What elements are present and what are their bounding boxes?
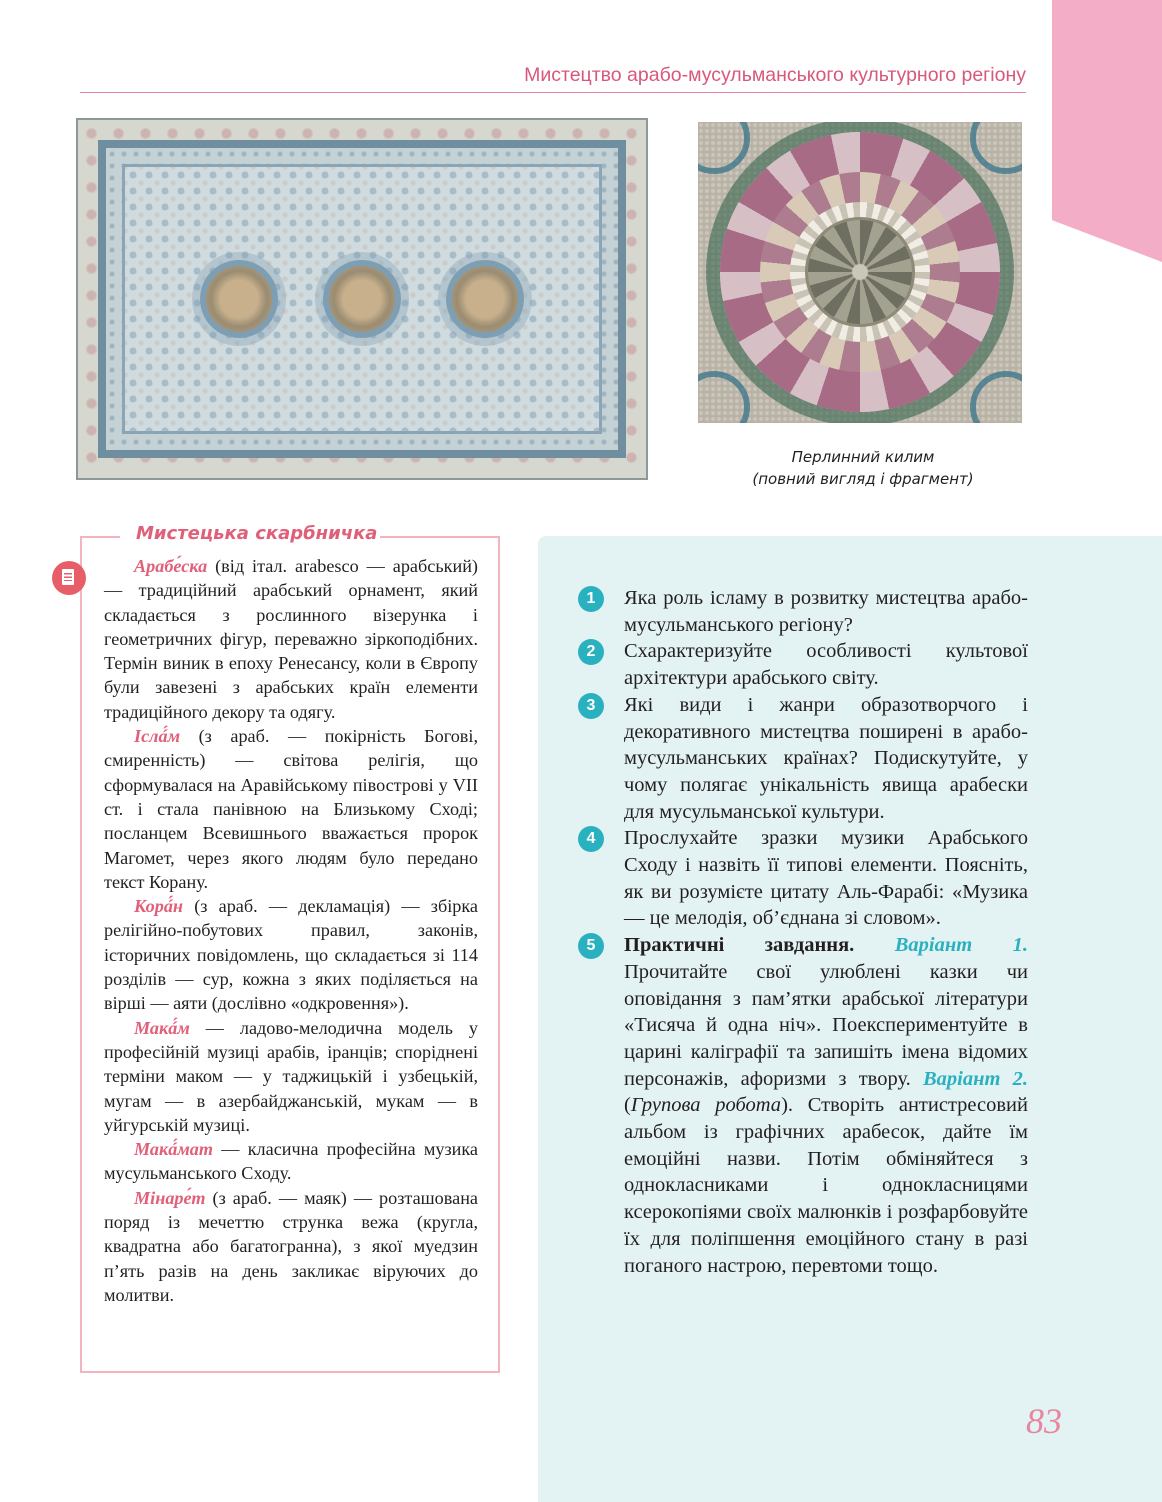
question-number-badge: 2 xyxy=(578,639,604,665)
glossary-definition: (від італ. arabesco — арабський) — традиційний арабський орнамент, який складається з рослинного візерунка і геометричних фігур, переважно зіркоподібних. Термін виник в епоху Ренесансу, коли в Європу були завезені з арабських країн елементи традиційного декору та одягу. xyxy=(104,556,478,722)
variant-1-text: Прочитайте свої улюблені казки чи оповідання з пам’ятки арабської літератури «Тисяча й одна ніч». Поекспериментуйте в царині каліграфії та запишіть імена відомих персонажів, афоризми з твору. xyxy=(624,960,1028,1090)
glossary-term: Мінаре́т xyxy=(134,1187,206,1208)
glossary xyxy=(104,554,478,1307)
caption-line-1: Перлинний килим xyxy=(791,448,935,466)
question-item xyxy=(578,638,1028,691)
fragment-ornament xyxy=(970,122,1022,174)
running-header: Мистецтво арабо-мусульманського культурного регіону xyxy=(524,64,1026,86)
glossary-definition: (з араб. — декламація) — збірка релігійно-побутових правил, законів, історичних повідомлень, що складається зі 114 розділів — сур, кожна з яких поділяється на вірші — аяти (дослівно «одкровення»). xyxy=(104,896,478,1014)
treasury-title: Мистецька скарбничка xyxy=(136,523,378,544)
glossary-definition: — класична професійна музика мусульманського Сходу. xyxy=(104,1139,478,1184)
glossary-entry xyxy=(104,1016,478,1137)
question-text: Яка роль ісламу в розвитку мистецтва арабо-мусульманського регіону? xyxy=(624,587,1028,636)
header-rule xyxy=(80,92,1026,93)
group-work-label: Групова робота xyxy=(630,1094,782,1117)
carpet-border xyxy=(98,140,626,458)
page-number: 83 xyxy=(1026,1401,1062,1441)
question-item xyxy=(578,825,1028,932)
question-item xyxy=(578,692,1028,826)
glossary-term: Арабе́ска xyxy=(134,556,208,576)
glossary-definition: (з араб. — покірність Богові, смиренність) — світова релігія, що сформувалася на Аравійському півострові у VII ст. і стала панівною на Близькому Сході; посланцем Всевишнього вважається пророк Магомет, через якого людям було передано текст Корану. xyxy=(104,726,478,892)
treasury-top-rule xyxy=(380,536,500,538)
fragment-center-stone xyxy=(805,217,915,327)
question-number-badge: 5 xyxy=(578,933,604,959)
glossary-entry xyxy=(104,894,478,1015)
glossary-entry xyxy=(104,1137,478,1186)
question-text: Схарактеризуйте особливості культової архітектури арабського світу. xyxy=(624,640,1028,690)
fragment-ornament xyxy=(970,371,1022,423)
glossary-definition: — ладово-мелодична модель у професійній музиці арабів, іранців; споріднені терміни маком — у таджицькій і узбецькій, мугам — в азербайджанській, мукам — в уйгурській музиці. xyxy=(104,1017,478,1135)
question-list xyxy=(578,585,1028,1279)
variant-2-paren: ( xyxy=(624,1094,631,1117)
variant-2-label: Варіант 2. xyxy=(922,1067,1028,1090)
corner-tab xyxy=(1052,0,1162,262)
treasury-top-rule xyxy=(80,536,120,538)
question-number-badge: 1 xyxy=(578,586,604,612)
carpet-fragment-image xyxy=(698,122,1022,423)
glossary-term: Макá́мат xyxy=(134,1139,214,1160)
fragment-ornament xyxy=(698,122,750,174)
fragment-ornament xyxy=(698,371,750,423)
carpet-full-view-image xyxy=(76,118,648,480)
glossary-definition: (з араб. — маяк) — розташована поряд із мечеттю струнка вежа (кругла, квадратна або багатогранна), з якої муедзин п’ять разів на день закликає віруючих до молитви. xyxy=(104,1187,478,1305)
question-item-practical xyxy=(578,932,1028,1279)
question-text: Які види і жанри образотворчого і декоративного мистецтва поширені в арабо-мусульманських країнах? Подискутуйте, у чому полягає унікальність явища арабески для мусульманської культури. xyxy=(624,693,1028,823)
carpet-medallion xyxy=(446,260,524,338)
question-text: Прослухайте зразки музики Арабського Сходу і назвіть її типові елементи. Поясніть, як ви розумієте цитату Аль-Фарабі: «Музика — це мелодія, об’єднана зі словом». xyxy=(624,827,1028,930)
variant-1-label: Варіант 1. xyxy=(894,934,1029,957)
caption-line-2: (повний вигляд і фрагмент) xyxy=(752,470,974,488)
glossary-entry xyxy=(104,724,478,894)
question-number-badge: 3 xyxy=(578,693,604,719)
question-number-badge: 4 xyxy=(578,826,604,852)
glossary-entry xyxy=(104,1186,478,1307)
glossary-term: Макá́м xyxy=(134,1017,190,1038)
carpet-medallion xyxy=(323,260,401,338)
book-icon xyxy=(52,561,86,595)
carpet-field xyxy=(122,164,602,434)
practical-tasks-heading: Практичні завдання. xyxy=(624,934,855,957)
carpet-medallion xyxy=(200,260,278,338)
glossary-entry xyxy=(104,554,478,724)
glossary-term: Іслá́м xyxy=(134,726,181,747)
image-caption xyxy=(698,446,1028,490)
variant-2-text: ). Створіть антистресовий альбом із графічних арабесок, дайте їм емоційні назви. Потім обміняйтеся з однокласниками і однокласницями ксерокопіями своїх малюнків і розфарбовуйте їх для поліпшення емоційного стану в разі поганого настрою, перевтоми тощо. xyxy=(624,1094,1028,1277)
question-item xyxy=(578,585,1028,638)
glossary-term: Корá́н xyxy=(134,896,184,917)
